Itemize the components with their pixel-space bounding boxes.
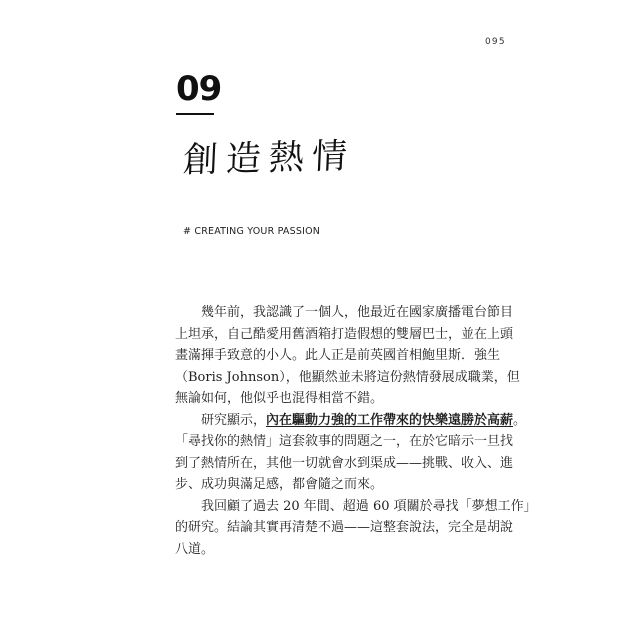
body-line: 無論如何，他似乎也混得相當不錯。 bbox=[175, 391, 384, 406]
chapter-number: 09 bbox=[176, 69, 222, 109]
body-line: 畫滿揮手致意的小人。此人正是前英國首相鮑里斯．強生 bbox=[175, 348, 501, 363]
body-line: 步、成功與滿足感，都會隨之而來。 bbox=[175, 477, 384, 492]
body-line: 的研究。結論其實再清楚不過——這整套說法，完全是胡說 bbox=[175, 520, 514, 535]
paragraph-1 bbox=[175, 302, 520, 410]
body-line: 「尋找你的熱情」這套敘事的問題之一，在於它暗示一旦找 bbox=[175, 434, 514, 449]
lead-text: 研究顯示， bbox=[201, 412, 267, 428]
paragraph-3 bbox=[175, 496, 537, 561]
body-line: 八道。 bbox=[175, 541, 215, 557]
chapter-divider bbox=[176, 113, 214, 115]
tail-text: 。 bbox=[513, 412, 527, 428]
paragraph-2 bbox=[175, 410, 527, 496]
page-number: 095 bbox=[485, 37, 506, 47]
emphasized-text: 內在驅動力強的工作帶來的快樂遠勝於高薪 bbox=[266, 412, 514, 428]
body-text bbox=[175, 302, 537, 560]
body-line: 到了熱情所在，其他一切就會水到渠成——挑戰、收入、進 bbox=[175, 455, 514, 471]
body-line: 上坦承，自己酷愛用舊酒箱打造假想的雙層巴士，並在上頭 bbox=[175, 326, 514, 342]
body-line: 幾年前，我認識了一個人，他最近在國家廣播電台節目 bbox=[201, 305, 514, 320]
chapter-subtitle: # CREATING YOUR PASSION bbox=[183, 226, 321, 237]
body-line: 我回顧了過去 20 年間、超過 60 項關於尋找「夢想工作」 bbox=[201, 498, 537, 514]
body-line: （Boris Johnson），他顯然並未將這份熱情發展成職業，但 bbox=[175, 369, 520, 385]
chapter-title: 創造熱情 bbox=[182, 136, 356, 182]
body-line bbox=[175, 410, 527, 432]
